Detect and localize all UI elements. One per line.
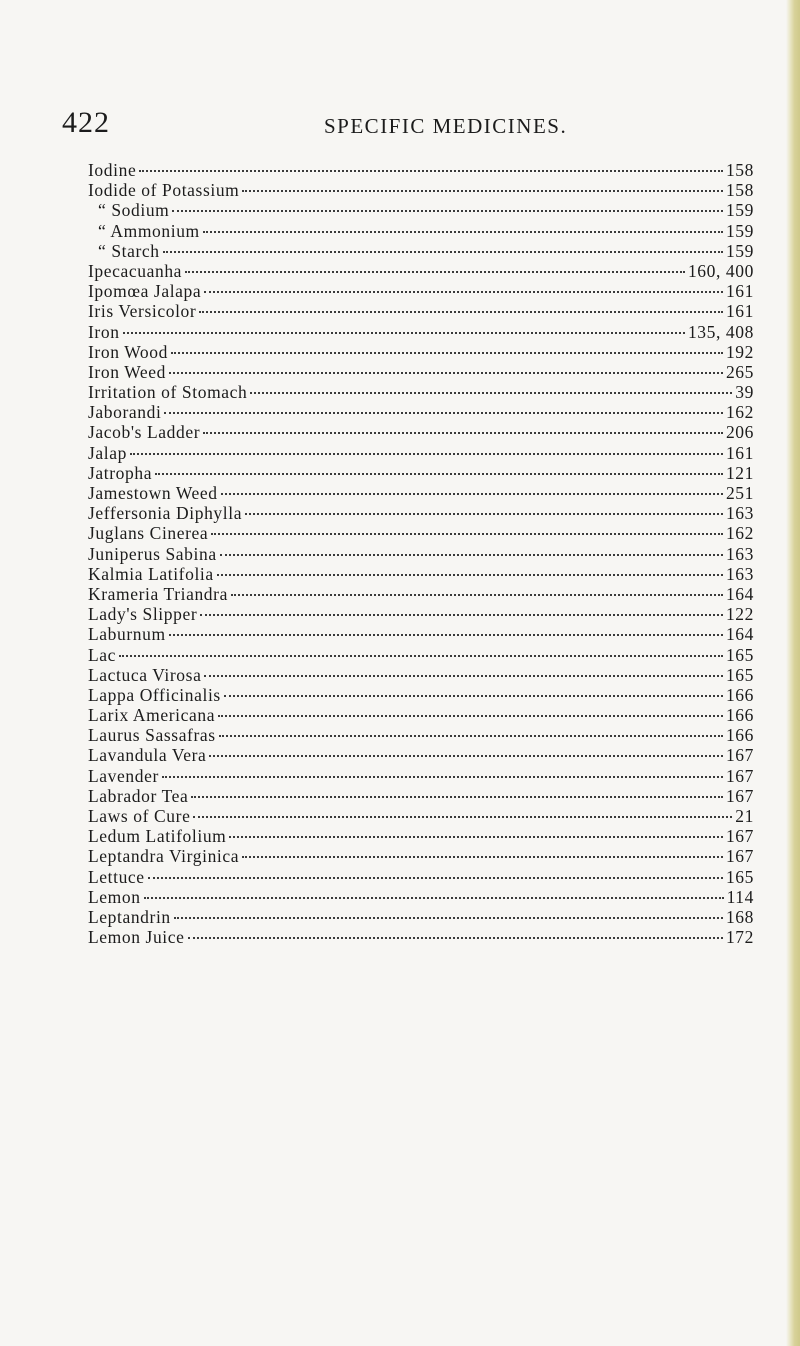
entry-page: 164 [725,624,754,645]
index-entry [88,887,754,907]
dot-leader [162,776,723,778]
entry-name: Leptandrin [88,906,171,927]
entry-page: 114 [726,886,754,907]
index-entry [88,180,754,200]
entry-name: Laurus Sassafras [88,725,216,746]
entry-page: 167 [725,785,754,806]
entry-name: “ Ammonium [98,220,200,241]
entry-name: Jeffersonia Diphylla [88,503,243,524]
index-entry [88,786,754,806]
page-edge-shadow [786,0,800,1346]
dot-leader [193,816,732,818]
entry-page: 163 [725,543,754,564]
dot-leader [200,614,723,616]
entry-name: “ Sodium [98,200,170,221]
entry-name: Lavandula Vera [88,745,207,766]
entry-page: 161 [725,281,754,302]
index-entry [88,503,754,523]
entry-name: Iris Versicolor [88,301,197,322]
dot-leader [211,533,723,535]
index-entry [88,867,754,887]
entry-page: 165 [725,644,754,665]
entry-page: 166 [725,684,754,705]
index-entry [88,665,754,685]
index-entry [88,402,754,422]
entry-page: 206 [725,422,754,443]
entry-page: 163 [725,563,754,584]
index-entry [88,322,754,342]
entry-page: 160, 400 [687,260,754,281]
index-entry [88,645,754,665]
dot-leader [185,271,685,273]
entry-page: 163 [725,503,754,524]
entry-name: Lady's Slipper [88,604,198,625]
dot-leader [169,634,723,636]
index-entry [88,221,754,241]
entry-page: 135, 408 [687,321,754,342]
dot-leader [218,715,723,717]
dot-leader [250,392,732,394]
dot-leader [199,311,723,313]
entry-name: Iodide of Potassium [88,180,240,201]
dot-leader [231,594,723,596]
index-entry [88,483,754,503]
index-entry [88,826,754,846]
index-entry [88,342,754,362]
entry-name: Ipecacuanha [88,260,183,281]
entry-name: Juglans Cinerea [88,523,209,544]
dot-leader [209,755,723,757]
entry-name: Leptandra Virginica [88,846,240,867]
index-entry [88,685,754,705]
entry-page: 161 [725,442,754,463]
entry-page: 159 [725,220,754,241]
entry-page: 166 [725,705,754,726]
entry-page: 162 [725,402,754,423]
index-entry [88,382,754,402]
index-entry [88,766,754,786]
entry-name: Larix Americana [88,705,216,726]
entry-name: Lemon [88,886,141,907]
entry-name: Ledum Latifolium [88,826,227,847]
index-entry [88,564,754,584]
index-entry [88,806,754,826]
entry-page: 159 [725,200,754,221]
dot-leader [245,513,723,515]
entry-page: 158 [725,160,754,180]
dot-leader [229,836,723,838]
index-entry [88,241,754,261]
entry-page: 165 [725,664,754,685]
entry-page: 168 [725,906,754,927]
index-entry [88,463,754,483]
dot-leader [169,372,723,374]
dot-leader [174,917,723,919]
index-list [88,160,754,947]
index-entry [88,422,754,442]
entry-page: 162 [725,523,754,544]
entry-name: Jalap [88,442,127,463]
index-entry [88,443,754,463]
dot-leader [148,877,723,879]
dot-leader [144,897,724,899]
dot-leader [130,453,723,455]
index-entry [88,705,754,725]
entry-page: 167 [725,765,754,786]
dot-leader [242,856,723,858]
dot-leader [221,493,723,495]
index-entry [88,362,754,382]
index-entry [88,281,754,301]
dot-leader [217,574,723,576]
entry-name: Iron [88,321,120,342]
index-entry [88,604,754,624]
index-entry [88,584,754,604]
dot-leader [219,735,723,737]
entry-page: 121 [725,462,754,483]
dot-leader [119,655,723,657]
index-entry [88,261,754,281]
entry-name: Iodine [88,160,137,180]
entry-name: Iron Wood [88,341,168,362]
index-entry [88,200,754,220]
entry-name: Lappa Officinalis [88,684,221,705]
dot-leader [164,412,723,414]
dot-leader [242,190,723,192]
index-entry [88,745,754,765]
dot-leader [163,251,723,253]
entry-name: “ Starch [98,240,160,261]
entry-page: 192 [725,341,754,362]
running-title: SPECIFIC MEDICINES. [324,114,568,138]
entry-name: Lavender [88,765,159,786]
entry-page: 166 [725,725,754,746]
index-entry [88,301,754,321]
index-entry [88,927,754,947]
page-header [62,106,752,146]
entry-page: 158 [725,180,754,201]
entry-name: Jamestown Weed [88,483,218,503]
dot-leader [203,432,723,434]
entry-page: 251 [725,483,754,503]
entry-page: 265 [725,361,754,382]
entry-page: 164 [725,583,754,604]
entry-page: 21 [735,806,754,826]
entry-page: 159 [725,240,754,261]
entry-page: 165 [725,866,754,887]
entry-page: 39 [735,382,754,403]
entry-name: Laburnum [88,624,166,645]
dot-leader [155,473,723,475]
entry-name: Lettuce [88,866,145,887]
dot-leader [172,210,723,212]
dot-leader [191,796,723,798]
index-entry [88,907,754,927]
index-entry [88,846,754,866]
index-entry [88,544,754,564]
entry-name: Lactuca Virosa [88,664,202,685]
entry-page: 167 [725,745,754,766]
entry-page: 161 [725,301,754,322]
entry-name: Iron Weed [88,361,167,382]
index-entry [88,725,754,745]
index-entry [88,160,754,180]
index-entry [88,624,754,644]
entry-name: Labrador Tea [88,785,189,806]
entry-name: Ipomœa Jalapa [88,281,202,302]
entry-name: Lemon Juice [88,927,185,948]
dot-leader [203,231,723,233]
dot-leader [123,332,685,334]
entry-name: Kalmia Latifolia [88,563,214,584]
page-number: 422 [62,106,110,139]
entry-name: Laws of Cure [88,806,191,826]
dot-leader [204,291,723,293]
entry-page: 167 [725,846,754,867]
entry-name: Krameria Triandra [88,583,228,604]
index-entry [88,523,754,543]
entry-name: Juniperus Sabina [88,543,217,564]
dot-leader [188,937,723,939]
dot-leader [139,170,723,172]
dot-leader [220,554,723,556]
entry-page: 167 [725,826,754,847]
entry-name: Jatropha [88,462,153,483]
dot-leader [204,675,723,677]
entry-page: 122 [725,604,754,625]
entry-name: Irritation of Stomach [88,382,248,403]
dot-leader [171,352,723,354]
entry-name: Jaborandi [88,402,162,423]
entry-page: 172 [725,927,754,948]
entry-name: Lac [88,644,117,665]
dot-leader [224,695,723,697]
entry-name: Jacob's Ladder [88,422,201,443]
